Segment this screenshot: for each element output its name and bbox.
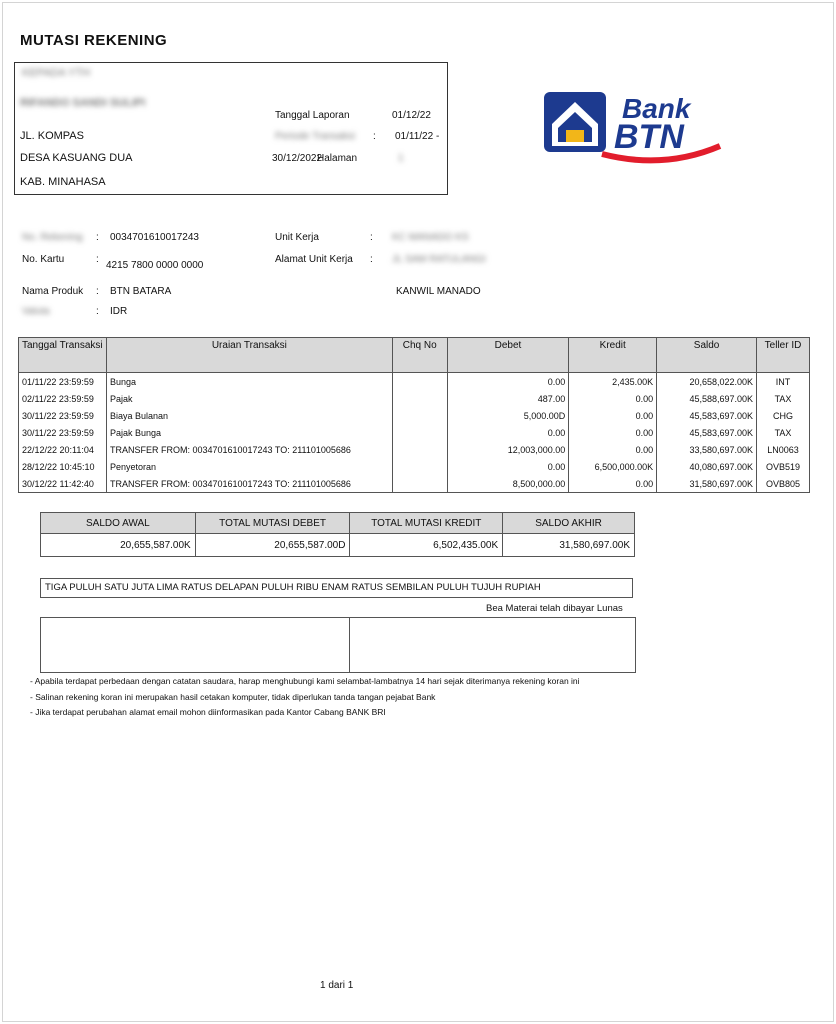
- cell-balance: 40,080,697.00K: [657, 458, 757, 475]
- cell-description: Bunga: [106, 373, 392, 391]
- cell-description: TRANSFER FROM: 0034701610017243 TO: 211101005686: [106, 475, 392, 493]
- cell-balance: 31,580,697.00K: [657, 475, 757, 493]
- cell-teller: LN0063: [757, 441, 810, 458]
- report-date-label: Tanggal Laporan: [275, 110, 350, 121]
- table-row: [19, 373, 810, 391]
- customer-greeting: KEPADA YTH: [22, 67, 91, 79]
- signature-box-right: [349, 617, 636, 673]
- cell-credit: 0.00: [569, 475, 657, 493]
- cell-teller: TAX: [757, 390, 810, 407]
- logo-text-btn: BTN: [614, 118, 684, 156]
- unit-value: KC MANADO KS: [392, 232, 469, 243]
- signature-box-left: [40, 617, 350, 673]
- col-header-debit: Debet: [447, 338, 569, 373]
- customer-name: RIFANDO SANDI SULIPI: [20, 97, 146, 109]
- cell-balance: 45,588,697.00K: [657, 390, 757, 407]
- cell-credit: 2,435.00K: [569, 373, 657, 391]
- summary-header-total-debit: TOTAL MUTASI DEBET: [195, 513, 350, 534]
- cell-cheque: [392, 424, 447, 441]
- report-period-colon: :: [373, 131, 376, 142]
- cell-debit: 487.00: [447, 390, 569, 407]
- document-title: MUTASI REKENING: [20, 32, 168, 49]
- cell-credit: 0.00: [569, 424, 657, 441]
- cell-teller: OVB519: [757, 458, 810, 475]
- transaction-table: [18, 337, 810, 493]
- cell-teller: OVB805: [757, 475, 810, 493]
- col-header-balance: Saldo: [657, 338, 757, 373]
- unit-address-colon: :: [370, 254, 373, 265]
- note-line-1: - Apabila terdapat perbedaan dengan catatan saudara, harap menghubungi kami selambat-lambatnya 14 hari sejak diterimanya rekening koran ini: [30, 676, 580, 686]
- cell-cheque: [392, 373, 447, 391]
- currency-colon: :: [96, 306, 99, 317]
- cell-date: 30/12/22 11:42:40: [19, 475, 107, 493]
- report-period-end: 30/12/2022: [272, 153, 323, 164]
- summary-header-closing: SALDO AKHIR: [503, 513, 635, 534]
- table-row: [19, 390, 810, 407]
- cell-balance: 45,583,697.00K: [657, 407, 757, 424]
- currency-label: Valuta: [22, 306, 50, 317]
- report-page-label: Halaman: [317, 153, 358, 164]
- unit-label: Unit Kerja: [275, 232, 319, 243]
- currency-value: IDR: [110, 306, 128, 317]
- account-number-colon: :: [96, 232, 99, 243]
- cell-cheque: [392, 390, 447, 407]
- unit-colon: :: [370, 232, 373, 243]
- summary-value-row: [41, 534, 635, 557]
- cell-date: 22/12/22 20:11:04: [19, 441, 107, 458]
- table-row: [19, 424, 810, 441]
- report-period-value: 01/11/22 -: [395, 131, 440, 142]
- cell-balance: 33,580,697.00K: [657, 441, 757, 458]
- table-header-row: [19, 338, 810, 373]
- bank-logo-graphic: [544, 84, 724, 174]
- cell-date: 30/11/22 23:59:59: [19, 407, 107, 424]
- cell-debit: 12,003,000.00: [447, 441, 569, 458]
- unit-address-value: JL SAM RATULANGI: [392, 254, 486, 265]
- table-row: [19, 407, 810, 424]
- cell-teller: CHG: [757, 407, 810, 424]
- cell-debit: 5,000.00D: [447, 407, 569, 424]
- unit-address-label: Alamat Unit Kerja: [275, 254, 353, 265]
- cell-cheque: [392, 475, 447, 493]
- logo-text-bank: Bank: [622, 93, 691, 124]
- regional-office-value: KANWIL MANADO: [396, 286, 481, 297]
- stamp-duty-note: Bea Materai telah dibayar Lunas: [486, 603, 623, 614]
- customer-address-3: KAB. MINAHASA: [20, 176, 106, 188]
- summary-header-opening: SALDO AWAL: [41, 513, 196, 534]
- card-number-colon: :: [96, 254, 99, 265]
- cell-debit: 0.00: [447, 373, 569, 391]
- product-name-value: BTN BATARA: [110, 286, 172, 297]
- account-number-label: No. Rekening: [22, 232, 83, 243]
- cell-date: 30/11/22 23:59:59: [19, 424, 107, 441]
- cell-credit: 0.00: [569, 441, 657, 458]
- col-header-teller: Teller ID: [757, 338, 810, 373]
- summary-table: [40, 512, 635, 557]
- cell-teller: INT: [757, 373, 810, 391]
- table-row: [19, 458, 810, 475]
- cell-description: Pajak Bunga: [106, 424, 392, 441]
- customer-address-2: DESA KASUANG DUA: [20, 152, 133, 164]
- page-number-footer: 1 dari 1: [320, 980, 354, 991]
- cell-debit: 8,500,000.00: [447, 475, 569, 493]
- note-line-2: - Salinan rekening koran ini merupakan hasil cetakan komputer, tidak diperlukan tanda tangan pejabat Bank: [30, 692, 436, 702]
- summary-closing-balance: 31,580,697.00K: [503, 534, 635, 557]
- col-header-date: Tanggal Transaksi: [19, 338, 107, 373]
- col-header-cheque: Chq No: [392, 338, 447, 373]
- col-header-description: Uraian Transaksi: [106, 338, 392, 373]
- cell-credit: 6,500,000.00K: [569, 458, 657, 475]
- cell-balance: 45,583,697.00K: [657, 424, 757, 441]
- customer-address-1: JL. KOMPAS: [20, 130, 84, 142]
- cell-date: 02/11/22 23:59:59: [19, 390, 107, 407]
- cell-cheque: [392, 441, 447, 458]
- card-number-value: 4215 7800 0000 0000: [106, 260, 204, 271]
- bank-btn-logo: [544, 84, 724, 174]
- report-period-label: Periode Transaksi: [275, 131, 356, 142]
- amount-in-words: TIGA PULUH SATU JUTA LIMA RATUS DELAPAN PULUH RIBU ENAM RATUS SEMBILAN PULUH TUJUH RUPIAH: [40, 578, 633, 598]
- cell-description: Biaya Bulanan: [106, 407, 392, 424]
- col-header-credit: Kredit: [569, 338, 657, 373]
- cell-description: TRANSFER FROM: 0034701610017243 TO: 211101005686: [106, 441, 392, 458]
- summary-total-debit: 20,655,587.00D: [195, 534, 350, 557]
- account-number-value: 0034701610017243: [110, 232, 199, 243]
- cell-teller: TAX: [757, 424, 810, 441]
- summary-opening-balance: 20,655,587.00K: [41, 534, 196, 557]
- cell-balance: 20,658,022.00K: [657, 373, 757, 391]
- cell-description: Penyetoran: [106, 458, 392, 475]
- report-page-value: 1: [398, 153, 404, 164]
- summary-header-row: [41, 513, 635, 534]
- product-name-colon: :: [96, 286, 99, 297]
- cell-description: Pajak: [106, 390, 392, 407]
- table-row: [19, 441, 810, 458]
- product-name-label: Nama Produk: [22, 286, 84, 297]
- cell-date: 01/11/22 23:59:59: [19, 373, 107, 391]
- cell-debit: 0.00: [447, 458, 569, 475]
- table-row: [19, 475, 810, 493]
- cell-cheque: [392, 458, 447, 475]
- summary-header-total-credit: TOTAL MUTASI KREDIT: [350, 513, 503, 534]
- cell-cheque: [392, 407, 447, 424]
- card-number-label: No. Kartu: [22, 254, 65, 265]
- cell-date: 28/12/22 10:45:10: [19, 458, 107, 475]
- note-line-3: - Jika terdapat perubahan alamat email mohon diinformasikan pada Kantor Cabang BANK BRI: [30, 707, 386, 717]
- summary-total-credit: 6,502,435.00K: [350, 534, 503, 557]
- cell-credit: 0.00: [569, 407, 657, 424]
- report-date-value: 01/12/22: [392, 110, 431, 121]
- cell-credit: 0.00: [569, 390, 657, 407]
- cell-debit: 0.00: [447, 424, 569, 441]
